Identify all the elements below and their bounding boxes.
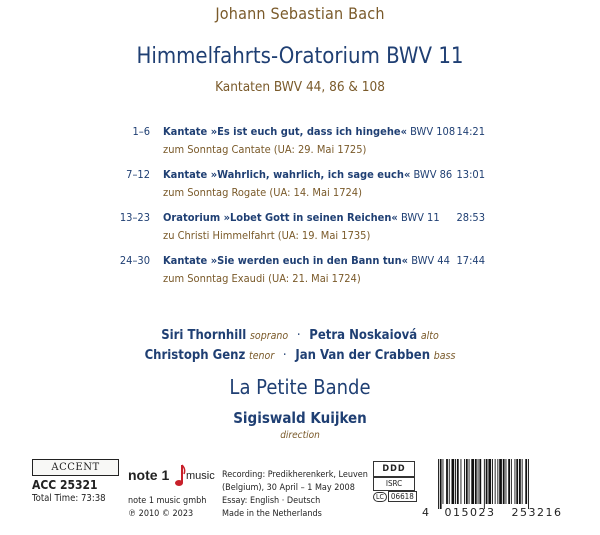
track-title-line xyxy=(163,211,440,224)
separator-dot: · xyxy=(282,348,287,363)
barcode-bar xyxy=(508,459,510,504)
label-company: note 1 music gmbh xyxy=(128,496,207,506)
barcode-bar xyxy=(486,459,488,504)
performer-role: alto xyxy=(420,330,439,342)
barcode-bar xyxy=(488,459,491,504)
performer-role: bass xyxy=(433,350,456,362)
separator-dot: · xyxy=(296,328,301,343)
lc-logo: LC xyxy=(373,492,387,502)
barcode-bar xyxy=(440,459,442,509)
ddd-badge: DDD xyxy=(373,461,415,477)
barcode-bar xyxy=(516,459,518,504)
note1-music-logo xyxy=(128,463,215,491)
catalog-number: ACC 25321 xyxy=(32,478,98,492)
barcode-bar xyxy=(443,459,444,504)
note1-logo-music: music xyxy=(186,470,215,482)
lc-number: 06618 xyxy=(388,491,417,502)
copyright-line: ℗ 2010 © 2023 xyxy=(128,509,194,519)
performer-role: soprano xyxy=(250,330,289,342)
barcode-bar xyxy=(446,459,448,504)
performer-name: Jan Van der Crabben xyxy=(295,348,431,363)
performer-name: Christoph Genz xyxy=(144,348,246,363)
barcode-bar xyxy=(519,459,521,504)
track-occasion: zu Christi Himmelfahrt (UA: 19. Mai 1735) xyxy=(163,229,371,242)
track-bwv: BWV 11 xyxy=(400,211,440,224)
track-bwv: BWV 86 xyxy=(413,168,453,181)
barcode-bar xyxy=(522,459,523,504)
composer-name: Johann Sebastian Bach xyxy=(215,4,385,23)
barcode-bar xyxy=(492,459,493,504)
track-duration: 28:53 xyxy=(456,211,485,224)
track-occasion: zum Sonntag Cantate (UA: 29. Mai 1725) xyxy=(163,143,367,156)
barcode-bar xyxy=(452,459,455,504)
recording-info-line: Recording: Predikherenkerk, Leuven xyxy=(222,470,368,480)
track-numbers: 7–12 xyxy=(126,168,150,181)
conductor-name: Sigiswald Kuijken xyxy=(233,409,367,427)
barcode-bar xyxy=(461,459,462,504)
track-occasion: zum Sonntag Rogate (UA: 14. Mai 1724) xyxy=(163,186,362,199)
recording-info-line: Essay: English · Deutsch xyxy=(222,496,321,506)
album-title: Himmelfahrts-Oratorium BWV 11 xyxy=(136,44,464,69)
track-numbers: 13–23 xyxy=(119,211,150,224)
track-title-line xyxy=(163,168,452,181)
label-code xyxy=(373,491,417,502)
track-bwv: BWV 108 xyxy=(410,125,456,138)
performer-name: Siri Thornhill xyxy=(161,328,247,343)
track-bwv: BWV 44 xyxy=(411,254,450,267)
barcode-bar xyxy=(511,459,512,504)
barcode-bar xyxy=(464,459,465,504)
track-occasion: zum Sonntag Exaudi (UA: 21. Mai 1724) xyxy=(163,272,361,285)
barcode-bar xyxy=(503,459,505,504)
track-title: Kantate »Es ist euch gut, dass ich hingehe« xyxy=(163,125,407,138)
performer-name: Petra Noskaiová xyxy=(309,328,418,343)
track-duration: 13:01 xyxy=(456,168,485,181)
track-title-line xyxy=(163,254,450,267)
isrc-badge: ISRC xyxy=(373,477,415,491)
barcode-digit-group: 4 xyxy=(422,506,429,519)
barcode-bar xyxy=(469,459,470,504)
track-entry xyxy=(0,168,600,212)
barcode-bar xyxy=(528,459,529,509)
note1-logo-text: note 1 xyxy=(128,467,170,483)
barcode-bar xyxy=(525,459,527,504)
conductor-role: direction xyxy=(280,430,320,441)
accent-label-logo: ACCENT xyxy=(32,459,119,476)
barcode-graphic xyxy=(428,459,568,513)
barcode-digit-group: 015023 xyxy=(444,506,496,519)
performer-role: tenor xyxy=(249,350,275,362)
barcode-bar xyxy=(455,459,456,504)
track-entry xyxy=(0,125,600,169)
total-time: Total Time: 73:38 xyxy=(32,493,106,504)
track-title: Kantate »Sie werden euch in den Bann tun« xyxy=(163,254,409,267)
barcode-bar xyxy=(438,459,439,509)
track-duration: 14:21 xyxy=(456,125,485,138)
performers-line-1 xyxy=(0,328,600,343)
barcode-bar xyxy=(466,459,468,504)
recording-info-line: (Belgium), 30 April – 1 May 2008 xyxy=(222,483,355,493)
track-numbers: 1–6 xyxy=(132,125,150,138)
barcode-bar xyxy=(499,459,502,504)
track-title-line xyxy=(163,125,455,138)
barcode-bar xyxy=(484,459,485,509)
track-entry xyxy=(0,211,600,255)
track-title: Oratorium »Lobet Gott in seinen Reichen« xyxy=(163,211,398,224)
barcode-bar xyxy=(495,459,496,504)
barcode-bar xyxy=(457,459,459,504)
barcode-bar xyxy=(449,459,450,504)
track-numbers: 24–30 xyxy=(119,254,150,267)
track-entry xyxy=(0,254,600,298)
album-subtitle: Kantaten BWV 44, 86 & 108 xyxy=(215,79,385,95)
barcode-bar xyxy=(475,459,477,504)
barcode-bar xyxy=(479,459,481,504)
ensemble-name: La Petite Bande xyxy=(229,375,371,399)
barcode-digits xyxy=(422,506,570,519)
barcode-bar xyxy=(471,459,474,504)
track-title: Kantate »Wahrlich, wahrlich, ich sage euch« xyxy=(163,168,411,181)
barcode-digit-group: 253216 xyxy=(511,506,563,519)
track-duration: 17:44 xyxy=(456,254,485,267)
barcode-bar xyxy=(478,459,479,504)
recording-info-line: Made in the Netherlands xyxy=(222,509,322,519)
performers-line-2 xyxy=(0,348,600,363)
barcode-bar xyxy=(497,459,498,504)
barcode-bar xyxy=(506,459,507,504)
note-icon xyxy=(174,463,186,489)
barcode-bar xyxy=(515,459,516,504)
